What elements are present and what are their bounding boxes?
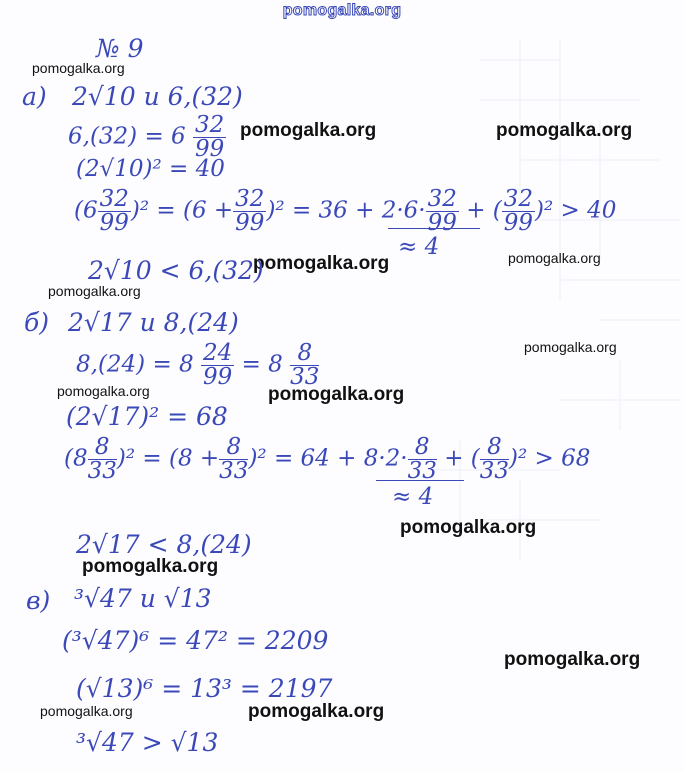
brace-underline <box>388 228 480 229</box>
text: = 8 <box>241 351 283 378</box>
denominator: 99 <box>195 136 225 162</box>
text: )² = (6 + <box>130 197 234 224</box>
fraction <box>98 188 131 235</box>
part-c-conclusion: ³√47 > √13 <box>76 728 219 757</box>
part-c-statement: ³√47 и √13 <box>74 584 212 613</box>
denominator: 99 <box>235 210 265 236</box>
denominator: 33 <box>479 458 510 484</box>
watermark: pomogalka.org <box>48 283 141 299</box>
numerator: 32 <box>503 186 534 212</box>
numerator: 32 <box>195 112 225 138</box>
watermark: pomogalka.org <box>400 517 537 538</box>
watermark: pomogalka.org <box>504 649 641 670</box>
part-a-line2: (2√10)² = 40 <box>76 156 225 182</box>
denominator: 99 <box>203 364 233 390</box>
watermark: pomogalka.org <box>268 384 405 405</box>
text: )² > 40 <box>535 197 617 224</box>
part-a-approx: ≈ 4 <box>398 234 440 260</box>
text: )² = 36 + 2·6· <box>266 197 426 224</box>
numerator: 32 <box>427 186 457 212</box>
text: 8,(24) = 8 <box>76 351 194 378</box>
text: + ( <box>444 445 480 472</box>
watermark: pomogalka.org <box>40 703 133 719</box>
part-a-conclusion: 2√10 < 6,(32) <box>88 256 264 285</box>
watermark: pomogalka.org <box>57 383 150 399</box>
part-b-approx: ≈ 4 <box>392 484 434 510</box>
watermark: pomogalka.org <box>524 339 617 355</box>
part-b-conclusion: 2√17 < 8,(24) <box>76 530 252 559</box>
denominator: 33 <box>219 458 249 484</box>
part-a-label: а) <box>22 82 47 111</box>
part-a-line3 <box>74 188 616 235</box>
brace-underline <box>376 480 464 481</box>
part-c-line1: (³√47)⁶ = 47² = 2209 <box>62 626 329 655</box>
fraction <box>480 436 509 483</box>
numerator: 32 <box>99 186 129 212</box>
denominator: 33 <box>87 458 117 484</box>
part-a-line1 <box>68 114 226 161</box>
site-watermark-top: pomogalka.org <box>282 2 402 19</box>
numerator: 8 <box>290 342 319 366</box>
numerator: 24 <box>203 340 233 366</box>
text: (8 <box>64 445 88 472</box>
part-a-statement: 2√10 и 6,(32) <box>72 82 243 111</box>
part-b-label: б) <box>24 308 50 337</box>
denominator: 33 <box>407 458 437 484</box>
text: )² = 64 + 8·2· <box>248 445 408 472</box>
problem-number: № 9 <box>96 34 144 63</box>
part-b-line1 <box>76 342 319 389</box>
numerator: 8 <box>88 436 117 460</box>
denominator: 33 <box>290 364 320 390</box>
text: )² = (8 + <box>116 445 220 472</box>
text: (6 <box>74 197 98 224</box>
numerator: 8 <box>408 436 437 460</box>
denominator: 99 <box>503 210 534 236</box>
watermark: pomogalka.org <box>240 120 377 141</box>
watermark: pomogalka.org <box>496 120 633 141</box>
part-b-statement: 2√17 и 8,(24) <box>68 308 239 337</box>
part-c-line2: (√13)⁶ = 13³ = 2197 <box>76 674 333 703</box>
denominator: 99 <box>427 210 457 236</box>
text: + ( <box>466 197 502 224</box>
fraction <box>88 436 117 483</box>
numerator: 32 <box>235 186 265 212</box>
denominator: 99 <box>99 210 129 236</box>
part-c-label: в) <box>26 586 51 615</box>
watermark: pomogalka.org <box>82 556 219 577</box>
fraction <box>193 114 226 161</box>
watermark: pomogalka.org <box>248 701 385 722</box>
fraction <box>219 436 248 483</box>
fraction <box>290 342 319 389</box>
text: )² > 68 <box>509 445 591 472</box>
fraction <box>408 436 437 483</box>
fraction <box>201 342 234 389</box>
watermark: pomogalka.org <box>32 60 125 76</box>
part-a-line1-left: 6,(32) = 6 <box>68 123 186 150</box>
fraction <box>502 188 535 235</box>
watermark: pomogalka.org <box>508 250 601 266</box>
part-b-line3 <box>64 436 590 483</box>
fraction <box>233 188 266 235</box>
numerator: 8 <box>480 436 509 460</box>
watermark: pomogalka.org <box>253 253 390 274</box>
part-b-line2: (2√17)² = 68 <box>66 402 228 431</box>
numerator: 8 <box>219 436 248 460</box>
